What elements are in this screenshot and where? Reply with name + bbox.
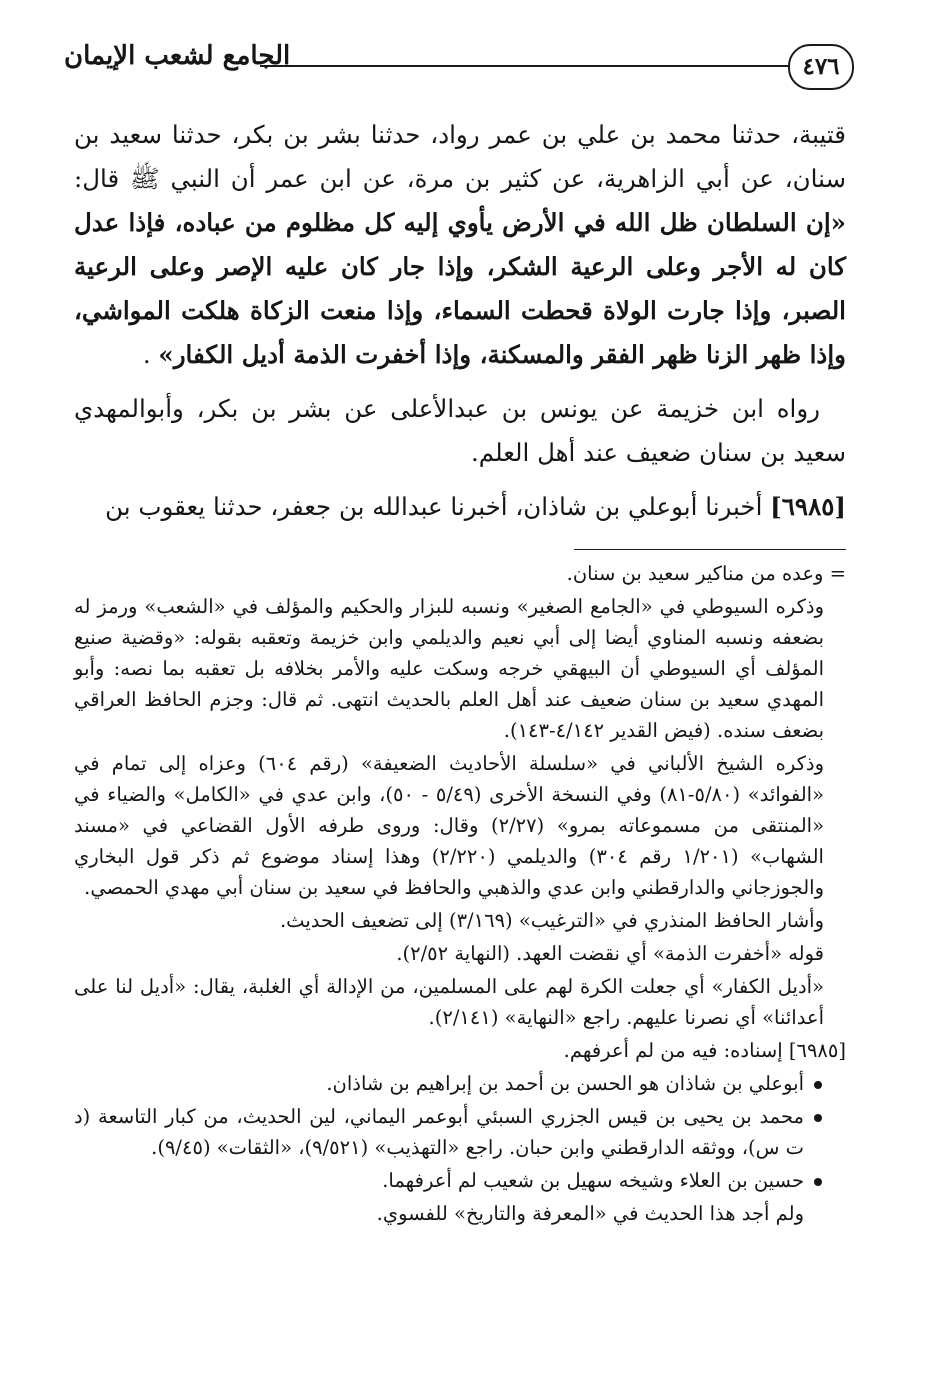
- list-item: [74, 1165, 846, 1196]
- footnote-albani: وذكره الشيخ الألباني في «سلسلة الأحاديث الضعيفة» (رقم ٦٠٤) وعزاه إلى تمام في «الفوائد» (٥/٨٠-٨١) وفي النسخة الأخرى (٥/٤٩ - ٥٠)، وابن عدي في «الكامل» والضياء في «المنتقى من مسموعاته بمرو» (٢/٢٧) وقال: وروى طرفه الأول القضاعي في «مسند الشهاب» (١/٢٠١ رقم ٣٠٤) والديلمي (٢/٢٢٠) وهذا إسناد موضوع ثم ذكر قول البخاري والجوزجاني والدارقطني وابن عدي والذهبي والحافظ في سعيد بن سنان أبي مهدي الحمصي.: [74, 752, 825, 899]
- hadith-number: [٦٩٨٥]: [770, 492, 846, 521]
- main-text: [74, 113, 846, 539]
- page-header: [64, 38, 854, 100]
- footnote-rule: [574, 549, 846, 550]
- list-item-text: أبوعلي بن شاذان هو الحسن بن أحمد بن إبراهيم بن شاذان.: [326, 1072, 804, 1095]
- hadith-end: .: [142, 340, 159, 369]
- isnad-text: قتيبة، حدثنا محمد بن علي بن عمر رواد، حدثنا بشر بن بكر، حدثنا سعيد بن سنان، عن أبي الزاهرية، عن كثير بن مرة، عن ابن عمر أن النبي ﷺ قال:: [74, 120, 846, 193]
- next-isnad-text: أخبرنا أبوعلي بن شاذان، أخبرنا عبدالله بن جعفر، حدثنا يعقوب بن: [105, 492, 771, 521]
- list-item: [74, 1101, 846, 1163]
- footnote-isnad-heading: [٦٩٨٥] إسناده: فيه من لم أعرفهم.: [563, 1039, 846, 1062]
- footnote-suyuti: وذكره السيوطي في «الجامع الصغير» ونسبه للبزار والحكيم والمؤلف في «الشعب» ورمز له بضعفه ونسبه المناوي أيضا إلى أبي نعيم والديلمي وابن خزيمة وتعقبه بقوله: «وقضية صنيع المؤلف أي السيوطي أن البيهقي خرجه وسكت عليه والأمر بخلافه بل تعقبه بما نصه: وأبو المهدي سعيد بن سنان ضعيف عند أهل العلم بالحديث انتهى. ثم قال: وجزم الحافظ العراقي بضعف سنده. (فيض القدير ٤/١٤٢-١٤٣).: [74, 595, 824, 742]
- footnote-fasawi: ولم أجد هذا الحديث في «المعرفة والتاريخ» للفسوي.: [376, 1202, 804, 1225]
- footnote-akhfarat: قوله «أخفرت الذمة» أي نقضت العهد. (النهاية ٢/٥٢).: [396, 942, 824, 965]
- footnote-mundhiri: وأشار الحافظ المنذري في «الترغيب» (٣/١٦٩) إلى تضعيف الحديث.: [279, 909, 824, 932]
- hadith-matn: «إن السلطان ظل الله في الأرض يأوي إليه كل مظلوم من عباده، فإذا عدل كان له الأجر وعلى الرعية الشكر، وإذا جار كان عليه الإصر وعلى الرعية الصبر، وإذا جارت الولاة قحطت السماء، وإذا منعت الزكاة هلكت المواشي، وإذا ظهر الزنا ظهر الفقر والمسكنة، وإذا أخفرت الذمة أديل الكفار»: [74, 208, 846, 369]
- narrator-list: [74, 1068, 846, 1196]
- footnote-udila: «أديل الكفار» أي جعلت الكرة لهم على المسلمين، من الإدالة أي الغلبة، يقال: «أديل لنا على أعدائنا» أي نصرنا عليهم. راجع «النهاية» (٢/١٤١).: [74, 975, 824, 1029]
- book-title: الجامع لشعب الإيمان: [64, 41, 291, 71]
- list-item-text: حسين بن العلاء وشيخه سهيل بن شعيب لم أعرفهما.: [382, 1169, 804, 1192]
- page-number: ٤٧٦: [788, 44, 854, 90]
- bullet-icon: [814, 1178, 822, 1186]
- list-item: [74, 1068, 846, 1099]
- footnote-continuation: = وعده من مناكير سعيد بن سنان.: [566, 562, 846, 585]
- footnotes: [74, 558, 846, 1231]
- list-item-text: محمد بن يحيى بن قيس الجزري السبئي أبوعمر اليماني، لين الحديث، من كبار التاسعة (د ت س)، ووثقه الدارقطني وابن حبان. راجع «التهذيب» (٩/٥٢١)، «الثقات» (٩/٤٥).: [74, 1105, 804, 1159]
- next-hadith-paragraph: [74, 485, 846, 529]
- bullet-icon: [814, 1081, 822, 1089]
- takhrij-paragraph: رواه ابن خزيمة عن يونس بن عبدالأعلى عن بشر بن بكر، وأبوالمهدي سعيد بن سنان ضعيف عند أهل العلم.: [74, 394, 846, 467]
- header-rule: [260, 65, 790, 67]
- hadith-paragraph: [74, 113, 846, 377]
- bullet-icon: [814, 1114, 822, 1122]
